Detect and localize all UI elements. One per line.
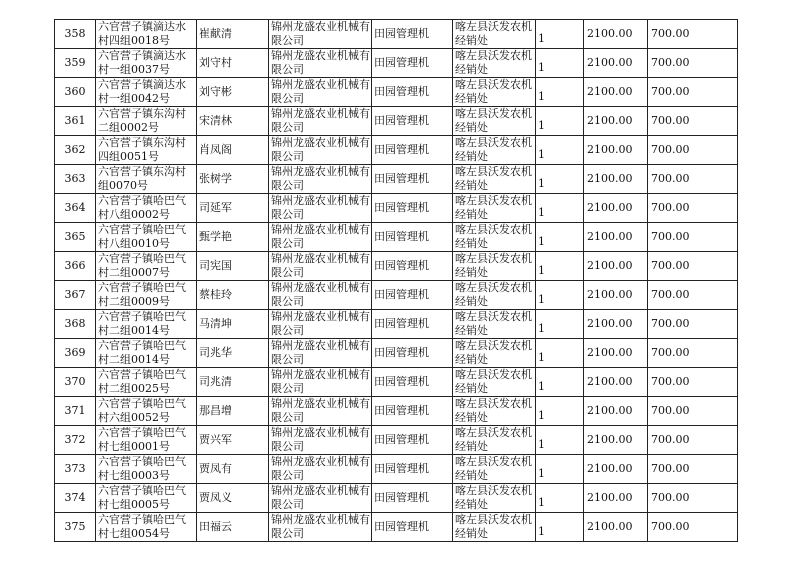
address-cell: 六官营子镇哈巴气村二组0025号 [96, 368, 197, 397]
table-row [55, 165, 738, 194]
dealer-cell: 喀左县沃发农机经销处 [453, 339, 536, 368]
machine-type-cell: 田园管理机 [372, 310, 453, 339]
quantity-cell: 1 [536, 20, 584, 49]
table-row [55, 281, 738, 310]
machine-type-cell: 田园管理机 [372, 455, 453, 484]
manufacturer-cell: 锦州龙盛农业机械有限公司 [269, 252, 372, 281]
machine-type-cell: 田园管理机 [372, 252, 453, 281]
address-cell: 六官营子镇哈巴气村二组0007号 [96, 252, 197, 281]
manufacturer-cell: 锦州龙盛农业机械有限公司 [269, 426, 372, 455]
price-cell: 2100.00 [584, 455, 648, 484]
subsidy-cell: 700.00 [648, 165, 738, 194]
machine-type-cell: 田园管理机 [372, 281, 453, 310]
table-row [55, 310, 738, 339]
quantity-cell: 1 [536, 426, 584, 455]
dealer-cell: 喀左县沃发农机经销处 [453, 310, 536, 339]
quantity-cell: 1 [536, 252, 584, 281]
machine-type-cell: 田园管理机 [372, 194, 453, 223]
subsidy-cell: 700.00 [648, 281, 738, 310]
dealer-cell: 喀左县沃发农机经销处 [453, 107, 536, 136]
machine-type-cell: 田园管理机 [372, 339, 453, 368]
address-cell: 六官营子镇哈巴气村二组0014号 [96, 310, 197, 339]
machine-type-cell: 田园管理机 [372, 136, 453, 165]
buyer-name-cell: 司兆清 [197, 368, 269, 397]
machine-type-cell: 田园管理机 [372, 165, 453, 194]
row-number: 367 [55, 281, 96, 310]
dealer-cell: 喀左县沃发农机经销处 [453, 223, 536, 252]
table-row [55, 513, 738, 542]
subsidy-cell: 700.00 [648, 107, 738, 136]
table-row [55, 397, 738, 426]
dealer-cell: 喀左县沃发农机经销处 [453, 368, 536, 397]
price-cell: 2100.00 [584, 426, 648, 455]
address-cell: 六官营子镇哈巴气村六组0052号 [96, 397, 197, 426]
dealer-cell: 喀左县沃发农机经销处 [453, 20, 536, 49]
subsidy-cell: 700.00 [648, 339, 738, 368]
subsidy-cell: 700.00 [648, 455, 738, 484]
buyer-name-cell: 崔献清 [197, 20, 269, 49]
row-number: 360 [55, 78, 96, 107]
row-number: 372 [55, 426, 96, 455]
table-row [55, 78, 738, 107]
address-cell: 六官营子镇东沟村四组0051号 [96, 136, 197, 165]
buyer-name-cell: 刘守彬 [197, 78, 269, 107]
dealer-cell: 喀左县沃发农机经销处 [453, 165, 536, 194]
price-cell: 2100.00 [584, 136, 648, 165]
buyer-name-cell: 那昌增 [197, 397, 269, 426]
manufacturer-cell: 锦州龙盛农业机械有限公司 [269, 49, 372, 78]
buyer-name-cell: 田福云 [197, 513, 269, 542]
dealer-cell: 喀左县沃发农机经销处 [453, 136, 536, 165]
address-cell: 六官营子镇哈巴气村八组0010号 [96, 223, 197, 252]
manufacturer-cell: 锦州龙盛农业机械有限公司 [269, 455, 372, 484]
dealer-cell: 喀左县沃发农机经销处 [453, 194, 536, 223]
machine-type-cell: 田园管理机 [372, 426, 453, 455]
quantity-cell: 1 [536, 78, 584, 107]
buyer-name-cell: 刘守村 [197, 49, 269, 78]
manufacturer-cell: 锦州龙盛农业机械有限公司 [269, 20, 372, 49]
dealer-cell: 喀左县沃发农机经销处 [453, 78, 536, 107]
buyer-name-cell: 蔡桂玲 [197, 281, 269, 310]
table-row [55, 455, 738, 484]
buyer-name-cell: 贾凤有 [197, 455, 269, 484]
address-cell: 六官营子镇哈巴气村七组0001号 [96, 426, 197, 455]
row-number: 374 [55, 484, 96, 513]
quantity-cell: 1 [536, 310, 584, 339]
address-cell: 六官营子镇滴达水村四组0018号 [96, 20, 197, 49]
subsidy-cell: 700.00 [648, 426, 738, 455]
buyer-name-cell: 甄学艳 [197, 223, 269, 252]
price-cell: 2100.00 [584, 339, 648, 368]
row-number: 364 [55, 194, 96, 223]
price-cell: 2100.00 [584, 484, 648, 513]
subsidy-cell: 700.00 [648, 252, 738, 281]
table-row [55, 49, 738, 78]
row-number: 358 [55, 20, 96, 49]
manufacturer-cell: 锦州龙盛农业机械有限公司 [269, 281, 372, 310]
quantity-cell: 1 [536, 484, 584, 513]
subsidy-cell: 700.00 [648, 78, 738, 107]
address-cell: 六官营子镇哈巴气村二组0009号 [96, 281, 197, 310]
dealer-cell: 喀左县沃发农机经销处 [453, 513, 536, 542]
manufacturer-cell: 锦州龙盛农业机械有限公司 [269, 107, 372, 136]
price-cell: 2100.00 [584, 78, 648, 107]
table-row [55, 339, 738, 368]
row-number: 371 [55, 397, 96, 426]
row-number: 362 [55, 136, 96, 165]
table-row [55, 426, 738, 455]
subsidy-table [54, 19, 738, 542]
table-row [55, 20, 738, 49]
quantity-cell: 1 [536, 513, 584, 542]
buyer-name-cell: 张树学 [197, 165, 269, 194]
machine-type-cell: 田园管理机 [372, 49, 453, 78]
price-cell: 2100.00 [584, 310, 648, 339]
machine-type-cell: 田园管理机 [372, 107, 453, 136]
manufacturer-cell: 锦州龙盛农业机械有限公司 [269, 484, 372, 513]
subsidy-cell: 700.00 [648, 194, 738, 223]
buyer-name-cell: 肖凤阁 [197, 136, 269, 165]
machine-type-cell: 田园管理机 [372, 368, 453, 397]
buyer-name-cell: 马清坤 [197, 310, 269, 339]
address-cell: 六官营子镇哈巴气村七组0005号 [96, 484, 197, 513]
manufacturer-cell: 锦州龙盛农业机械有限公司 [269, 339, 372, 368]
manufacturer-cell: 锦州龙盛农业机械有限公司 [269, 194, 372, 223]
buyer-name-cell: 贾兴军 [197, 426, 269, 455]
row-number: 375 [55, 513, 96, 542]
machine-type-cell: 田园管理机 [372, 397, 453, 426]
row-number: 373 [55, 455, 96, 484]
subsidy-cell: 700.00 [648, 136, 738, 165]
buyer-name-cell: 司延军 [197, 194, 269, 223]
quantity-cell: 1 [536, 281, 584, 310]
dealer-cell: 喀左县沃发农机经销处 [453, 49, 536, 78]
machine-type-cell: 田园管理机 [372, 223, 453, 252]
subsidy-cell: 700.00 [648, 513, 738, 542]
subsidy-cell: 700.00 [648, 49, 738, 78]
buyer-name-cell: 贾凤义 [197, 484, 269, 513]
address-cell: 六官营子镇滴达水村一组0037号 [96, 49, 197, 78]
quantity-cell: 1 [536, 455, 584, 484]
quantity-cell: 1 [536, 223, 584, 252]
price-cell: 2100.00 [584, 49, 648, 78]
row-number: 368 [55, 310, 96, 339]
price-cell: 2100.00 [584, 107, 648, 136]
manufacturer-cell: 锦州龙盛农业机械有限公司 [269, 136, 372, 165]
price-cell: 2100.00 [584, 368, 648, 397]
dealer-cell: 喀左县沃发农机经销处 [453, 484, 536, 513]
table-row [55, 368, 738, 397]
table-row [55, 136, 738, 165]
dealer-cell: 喀左县沃发农机经销处 [453, 252, 536, 281]
price-cell: 2100.00 [584, 513, 648, 542]
buyer-name-cell: 司兆华 [197, 339, 269, 368]
manufacturer-cell: 锦州龙盛农业机械有限公司 [269, 513, 372, 542]
row-number: 369 [55, 339, 96, 368]
address-cell: 六官营子镇东沟村二组0002号 [96, 107, 197, 136]
row-number: 361 [55, 107, 96, 136]
address-cell: 六官营子镇滴达水村一组0042号 [96, 78, 197, 107]
price-cell: 2100.00 [584, 194, 648, 223]
subsidy-cell: 700.00 [648, 20, 738, 49]
address-cell: 六官营子镇哈巴气村八组0002号 [96, 194, 197, 223]
price-cell: 2100.00 [584, 165, 648, 194]
price-cell: 2100.00 [584, 20, 648, 49]
subsidy-cell: 700.00 [648, 484, 738, 513]
address-cell: 六官营子镇哈巴气村七组0003号 [96, 455, 197, 484]
subsidy-cell: 700.00 [648, 397, 738, 426]
price-cell: 2100.00 [584, 397, 648, 426]
dealer-cell: 喀左县沃发农机经销处 [453, 455, 536, 484]
table-row [55, 223, 738, 252]
dealer-cell: 喀左县沃发农机经销处 [453, 426, 536, 455]
quantity-cell: 1 [536, 49, 584, 78]
table-row [55, 252, 738, 281]
address-cell: 六官营子镇哈巴气村二组0014号 [96, 339, 197, 368]
manufacturer-cell: 锦州龙盛农业机械有限公司 [269, 397, 372, 426]
subsidy-cell: 700.00 [648, 223, 738, 252]
quantity-cell: 1 [536, 107, 584, 136]
manufacturer-cell: 锦州龙盛农业机械有限公司 [269, 310, 372, 339]
machine-type-cell: 田园管理机 [372, 513, 453, 542]
dealer-cell: 喀左县沃发农机经销处 [453, 281, 536, 310]
table-row [55, 107, 738, 136]
buyer-name-cell: 宋清林 [197, 107, 269, 136]
price-cell: 2100.00 [584, 281, 648, 310]
buyer-name-cell: 司宪国 [197, 252, 269, 281]
row-number: 359 [55, 49, 96, 78]
price-cell: 2100.00 [584, 223, 648, 252]
quantity-cell: 1 [536, 136, 584, 165]
manufacturer-cell: 锦州龙盛农业机械有限公司 [269, 223, 372, 252]
manufacturer-cell: 锦州龙盛农业机械有限公司 [269, 78, 372, 107]
quantity-cell: 1 [536, 194, 584, 223]
manufacturer-cell: 锦州龙盛农业机械有限公司 [269, 368, 372, 397]
quantity-cell: 1 [536, 397, 584, 426]
machine-type-cell: 田园管理机 [372, 484, 453, 513]
quantity-cell: 1 [536, 165, 584, 194]
quantity-cell: 1 [536, 339, 584, 368]
machine-type-cell: 田园管理机 [372, 20, 453, 49]
subsidy-cell: 700.00 [648, 368, 738, 397]
row-number: 366 [55, 252, 96, 281]
machine-type-cell: 田园管理机 [372, 78, 453, 107]
manufacturer-cell: 锦州龙盛农业机械有限公司 [269, 165, 372, 194]
address-cell: 六官营子镇东沟村组0070号 [96, 165, 197, 194]
subsidy-cell: 700.00 [648, 310, 738, 339]
row-number: 363 [55, 165, 96, 194]
dealer-cell: 喀左县沃发农机经销处 [453, 397, 536, 426]
table-row [55, 194, 738, 223]
table-row [55, 484, 738, 513]
address-cell: 六官营子镇哈巴气村七组0054号 [96, 513, 197, 542]
row-number: 365 [55, 223, 96, 252]
price-cell: 2100.00 [584, 252, 648, 281]
row-number: 370 [55, 368, 96, 397]
quantity-cell: 1 [536, 368, 584, 397]
